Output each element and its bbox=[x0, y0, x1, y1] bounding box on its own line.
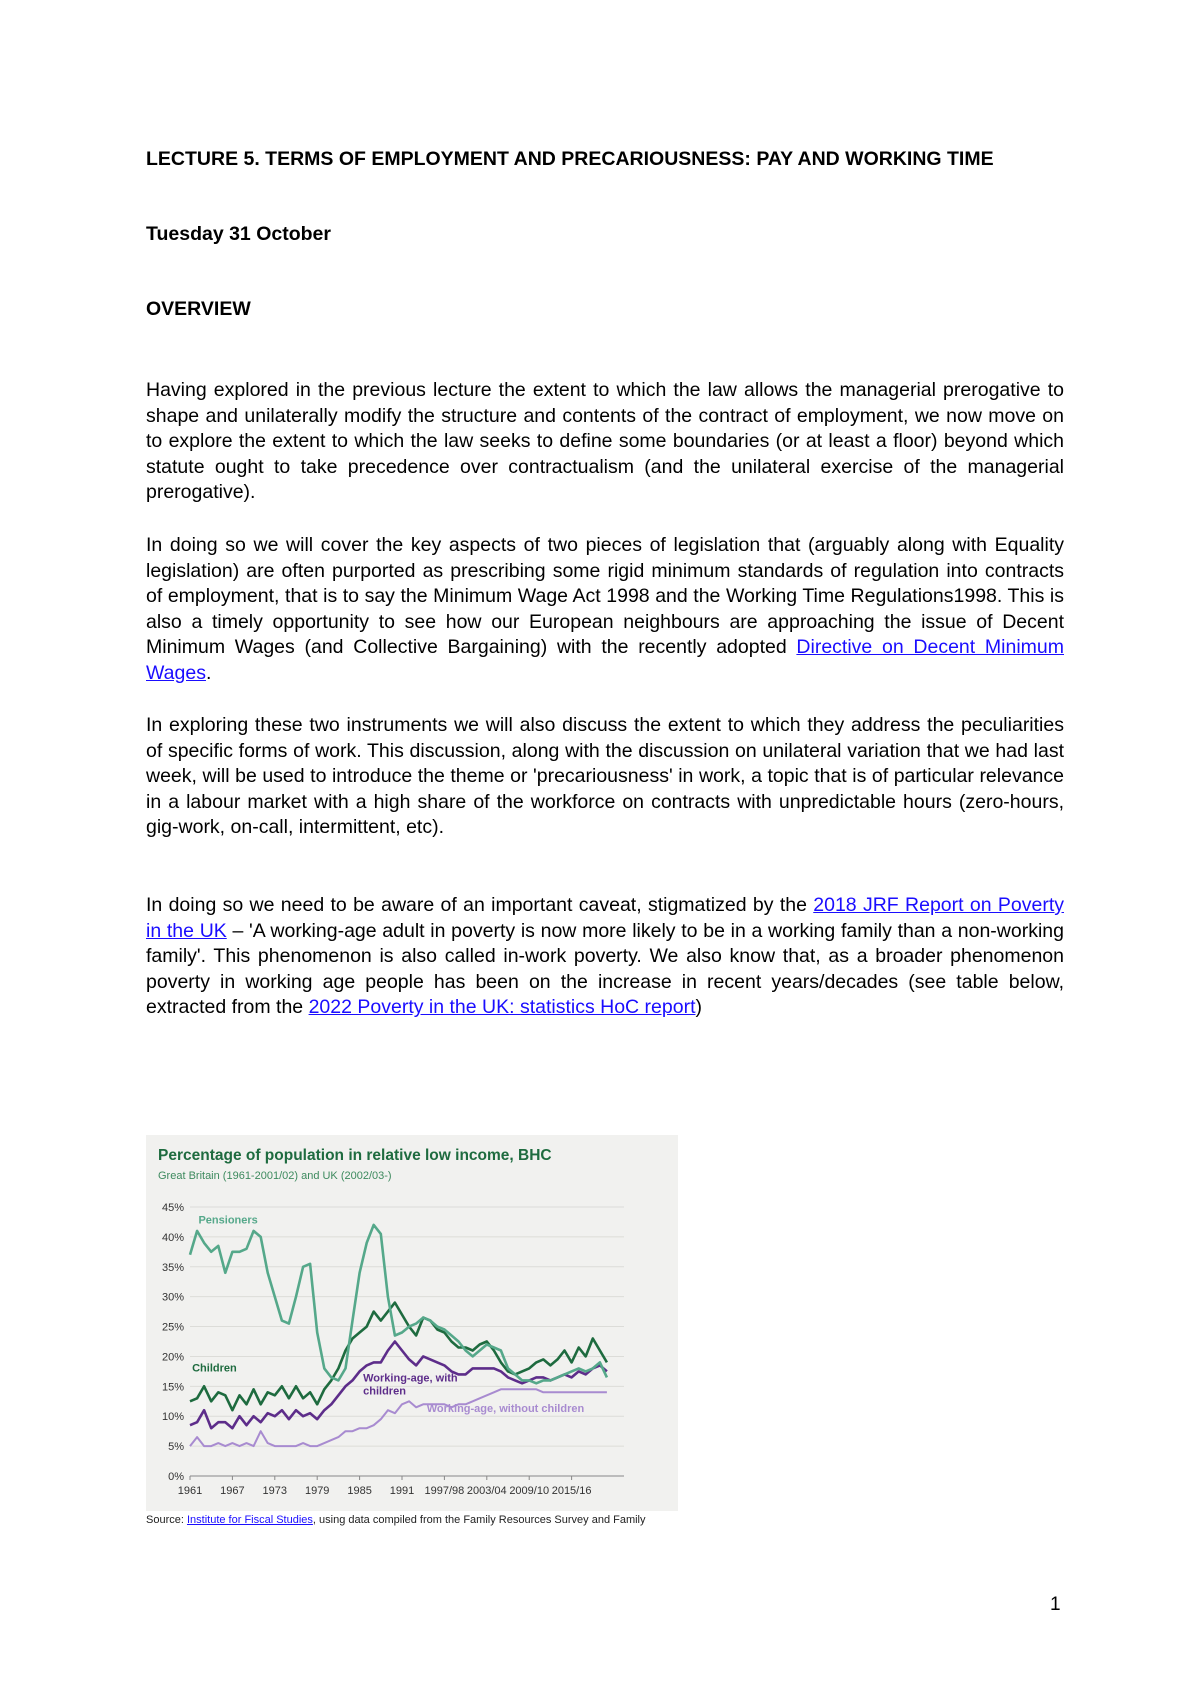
chart-subtitle: Great Britain (1961-2001/02) and UK (2002/03-) bbox=[158, 1170, 392, 1182]
x-tick-label: 2009/10 bbox=[509, 1485, 550, 1497]
paragraph-2-end: . bbox=[205, 661, 212, 684]
y-tick-label: 45% bbox=[161, 1202, 184, 1214]
y-tick-label: 5% bbox=[168, 1441, 184, 1454]
x-tick-label: 2003/04 bbox=[466, 1485, 507, 1497]
y-tick-label: 30% bbox=[161, 1291, 184, 1304]
paragraph-4-end: ) bbox=[695, 996, 702, 1019]
x-tick-label: 1985 bbox=[347, 1485, 372, 1497]
x-axis-ticks bbox=[178, 1476, 592, 1497]
chart-title: Percentage of population in relative low income, BHC bbox=[158, 1147, 552, 1164]
source-suffix: , using data compiled from the Family Resources Survey and Family bbox=[312, 1514, 646, 1526]
paragraph-1: Having explored in the previous lecture the extent to which the law allows the managerial prerogative to shape and unilaterally modify the structure and contents of the contract of employment, we now move on to explore the extent to which the law seeks to define some boundaries (or at least a floor) beyond which statute ought to take precedence over contractualism (and the unilateral exercise of the managerial prerogative). bbox=[146, 379, 1064, 504]
y-tick-label: 20% bbox=[161, 1351, 184, 1364]
y-tick-label: 0% bbox=[168, 1471, 184, 1483]
page-number: 1 bbox=[1050, 1594, 1061, 1615]
source-prefix: Source: bbox=[146, 1514, 187, 1526]
paragraph-4-middle: – 'A working-age adult in poverty is now more likely to be in a working family than a non-working family'. This phenomenon is also called in-work poverty. We also know that, as a broader phenomenon poverty in working age people has been on the increase in recent years/decades (see table below, extracted from the bbox=[146, 919, 1064, 1019]
x-tick-label: 1967 bbox=[220, 1485, 245, 1497]
paragraph-4-text: In doing so we need to be aware of an important caveat, stigmatized by the bbox=[146, 894, 814, 916]
paragraph-4 bbox=[146, 893, 1064, 1021]
y-tick-label: 10% bbox=[161, 1411, 184, 1424]
directive-link[interactable]: Directive on Decent Minimum Wages bbox=[146, 636, 1064, 684]
lecture-title: LECTURE 5. TERMS OF EMPLOYMENT AND PRECARIOUSNESS: PAY AND WORKING TIME bbox=[146, 148, 994, 170]
section-heading: OVERVIEW bbox=[146, 298, 251, 320]
figure-source bbox=[146, 1514, 646, 1526]
jrf-report-link[interactable]: 2018 JRF Report on Poverty in the UK bbox=[146, 894, 1064, 942]
poverty-line-chart bbox=[146, 1135, 678, 1511]
series-label-working-age-no-children: Working-age, without children bbox=[426, 1403, 585, 1416]
lecture-date: Tuesday 31 October bbox=[146, 223, 331, 245]
y-tick-label: 40% bbox=[161, 1231, 184, 1244]
x-tick-label: 1961 bbox=[177, 1485, 203, 1497]
y-axis-ticks bbox=[162, 1202, 184, 1483]
x-tick-label: 1991 bbox=[389, 1485, 415, 1497]
paragraph-2-text: In doing so we will cover the key aspects of two pieces of legislation that (arguably along with Equality legislation) are often purported as prescribing some rigid minimum standards of regulation into contracts of employment, that is to say the Minimum Wage Act 1998 and the Working Time Regulations1998. This is also a timely opportunity to see how our European neighbours are approaching the issue of Decent Minimum Wages (and Collective Bargaining) with the recently adopted bbox=[146, 534, 1064, 659]
x-tick-label: 2015/16 bbox=[551, 1485, 592, 1497]
paragraph-3: In exploring these two instruments we will also discuss the extent to which they address the peculiarities of specific forms of work. This discussion, along with the discussion on unilateral variation that we had last week, will be used to introduce the theme or 'precariousness' in work, a topic that is of particular relevance in a labour market with a high share of the workforce on contracts with unpredictable hours (zero-hours, gig-work, on-call, intermittent, etc). bbox=[146, 714, 1064, 839]
y-tick-label: 15% bbox=[161, 1381, 184, 1394]
ifs-link[interactable]: Institute for Fiscal Studies bbox=[186, 1514, 313, 1526]
poverty-chart-figure bbox=[146, 1135, 678, 1511]
hoc-report-link[interactable]: 2022 Poverty in the UK: statistics HoC report bbox=[308, 996, 696, 1019]
paragraph-2 bbox=[146, 533, 1064, 687]
series-label-working-age-children: Working-age, with children bbox=[363, 1372, 458, 1398]
chart-series-labels bbox=[192, 1215, 584, 1415]
x-tick-label: 1973 bbox=[262, 1485, 288, 1497]
y-tick-label: 35% bbox=[161, 1261, 184, 1274]
x-tick-label: 1997/98 bbox=[424, 1485, 465, 1497]
x-tick-label: 1979 bbox=[304, 1485, 330, 1497]
chart-grid bbox=[190, 1207, 624, 1476]
series-label-pensioners: Pensioners bbox=[198, 1214, 258, 1227]
series-label-children: Children bbox=[192, 1362, 237, 1375]
y-tick-label: 25% bbox=[161, 1321, 184, 1334]
